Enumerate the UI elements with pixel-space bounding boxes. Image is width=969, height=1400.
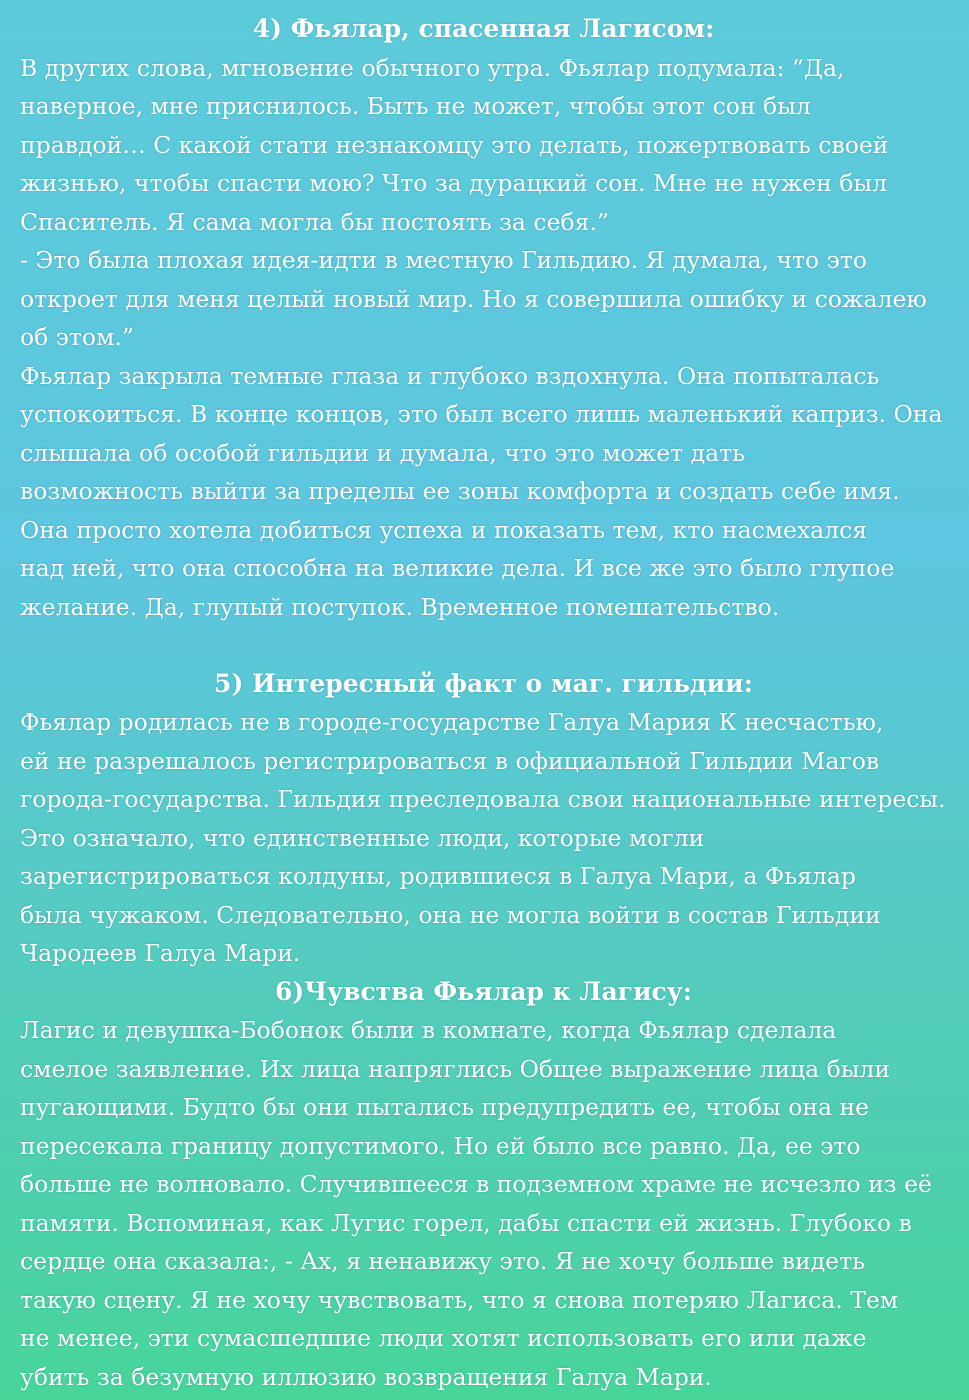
text-line: пугающими. Будто бы они пытались предупредить ее, чтобы она не [20,1093,870,1121]
text-line: Это означало, что единственные люди, которые могли [20,823,705,852]
text-line: возможность выйти за пределы ее зоны комфорта и создать себе имя. [20,477,900,505]
text-line: зарегистрироваться колдуны, родившиеся в Галуа Мари, а Фьялар [20,862,856,890]
text-line: Лагис и девушка-Бобонок были в комнате, когда Фьялар сделала [20,1016,837,1044]
text-line: Чародеев Галуа Мари. [20,939,301,967]
section-spacer [20,626,947,665]
text-line: сердце она сказала:, - Ах, я ненавижу это. Я не хочу больше видеть [20,1247,865,1275]
text-line: ей не разрешалось регистрироваться в официальной Гильдии Магов [20,746,880,775]
text-line: смелое заявление. Их лица напряглись Общее выражение лица были [20,1054,891,1083]
section-5 [20,665,947,973]
text-line: успокоиться. В конце концов, это был всего лишь маленький каприз. Она [20,400,943,428]
text-line: правдой… С какой стати незнакомцу это делать, пожертвовать своей [20,130,889,159]
text-line: Фьялар закрыла темные глаза и глубоко вздохнула. Она попыталась [20,361,880,390]
text-line: города-государства. Гильдия преследовала свои национальные интересы. [20,785,946,813]
text-line: жизнью, чтобы спасти мою? Что за дурацкий сон. Мне не нужен был [20,169,888,197]
text-line: памяти. Вспоминая, как Лугис горел, дабы спасти ей жизнь. Глубоко в [20,1208,912,1237]
text-line: откроет для меня целый новый мир. Но я совершила ошибку и сожалею [20,284,927,313]
section-title: 6)Чувства Фьялар к Лагису: [275,976,692,1006]
section-title: 5) Интересный факт о маг. гильдии: [214,668,753,698]
text-line: больше не волновало. Случившееся в подземном храме не исчезло из её [20,1170,932,1198]
text-line: не менее, эти сумасшедшие люди хотят использовать его или даже [20,1324,867,1352]
text-line: об этом.” [20,323,134,351]
section-title: 4) Фьялар, спасенная Лагисом: [252,14,715,43]
text-line: Спаситель. Я сама могла бы постоять за себя.” [20,207,609,236]
text-line: Фьялар родилась не в городе-государстве Галуа Мария К несчастью, [20,708,884,736]
text-line: такую сцену. Я не хочу чувствовать, что я снова потеряю Лагиса. Тем [20,1285,899,1314]
text-line: желание. Да, глупый поступок. Временное помешательство. [20,592,780,621]
text-line: над ней, что она способна на великие дела. И все же это было глупое [20,554,895,582]
text-line: пересекала границу допустимого. Но ей было все равно. Да, ее это [20,1131,861,1160]
text-line: наверное, мне приснилось. Быть не может, чтобы этот сон был [20,92,811,120]
section-6 [20,973,947,1397]
text-line: слышала об особой гильдии и думала, что это может дать [20,438,745,467]
section-4 [20,10,947,626]
text-line: была чужаком. Следовательно, она не могла войти в состав Гильдии [20,900,881,929]
text-line: - Это была плохая идея-идти в местную Гильдию. Я думала, что это [20,246,867,274]
text-line: убить за безумную иллюзию возвращения Галуа Мари. [20,1362,712,1391]
text-line: Она просто хотела добиться успеха и показать тем, кто насмехался [20,515,868,544]
text-line: В других слова, мгновение обычного утра. Фьялар подумала: “Да, [20,53,845,82]
